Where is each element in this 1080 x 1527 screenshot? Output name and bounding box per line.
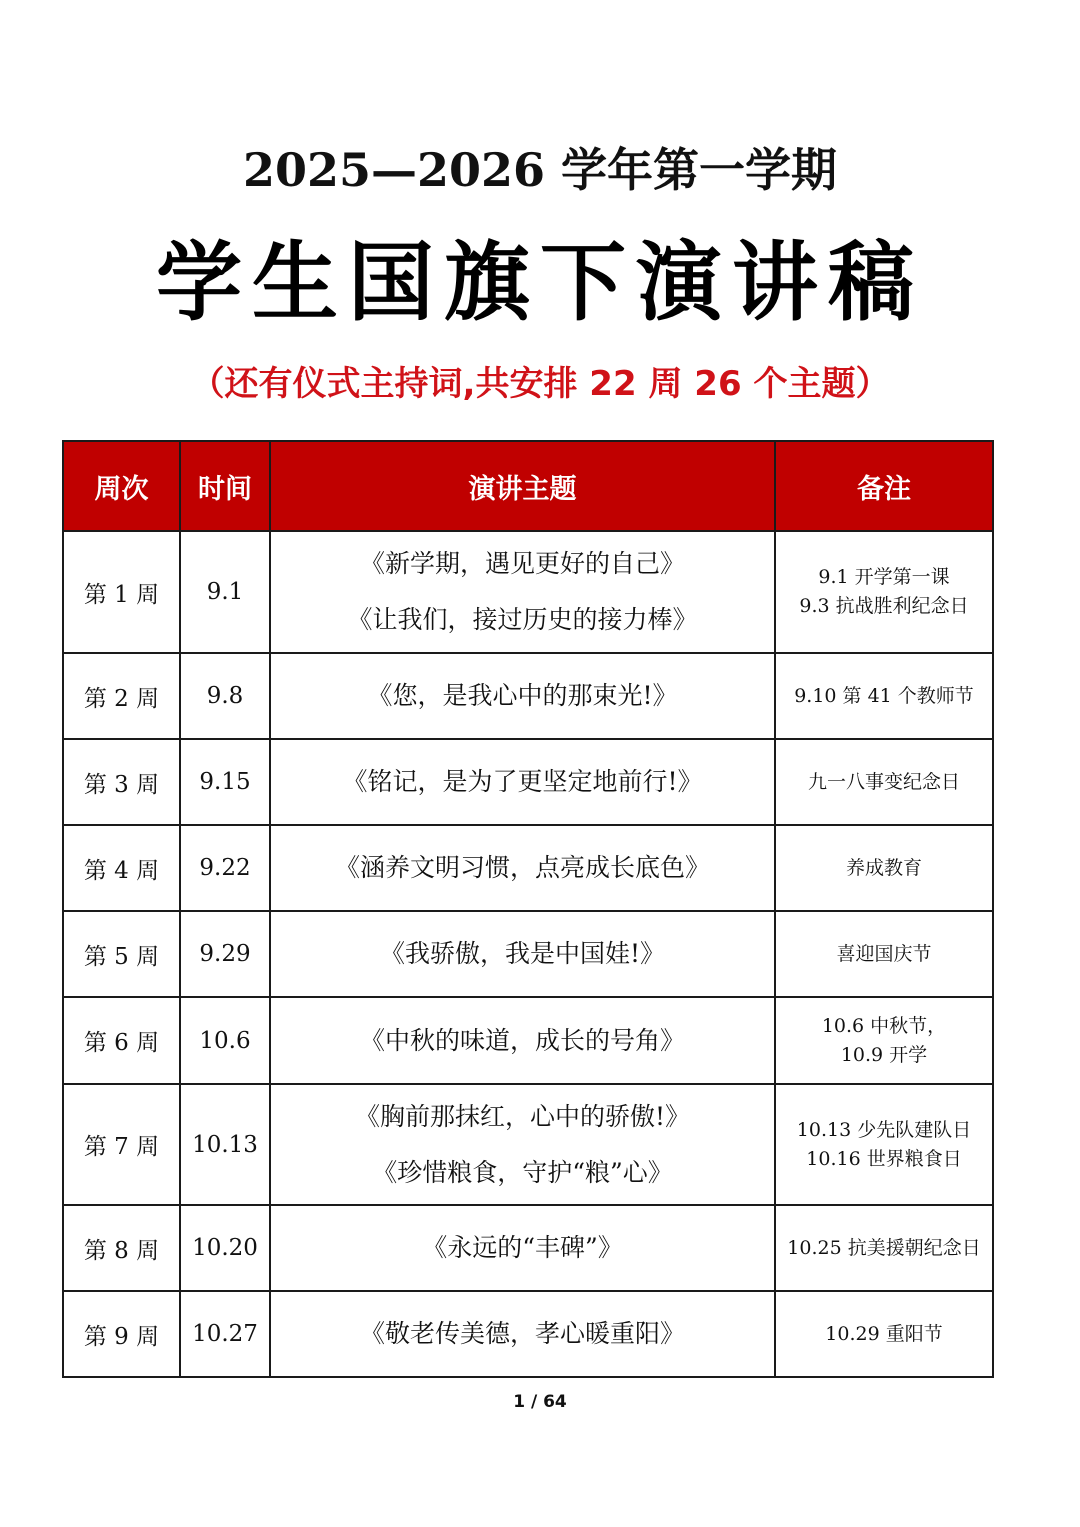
note-text: 10.13 少先队建队日 (796, 1118, 972, 1141)
speech-schedule-table (62, 440, 994, 1378)
date-cell: 9.22 (180, 825, 270, 911)
note-cell (775, 825, 993, 911)
date-cell: 9.8 (180, 653, 270, 739)
date-cell: 9.29 (180, 911, 270, 997)
note-text: 10.16 世界粮食日 (806, 1147, 962, 1170)
topic-cell (270, 653, 775, 739)
topic-text: 《永远的“丰碑”》 (422, 1233, 623, 1262)
topic-cell (270, 997, 775, 1084)
header-note: 备注 (775, 441, 993, 531)
date-cell: 9.15 (180, 739, 270, 825)
week-cell: 第 3 周 (63, 739, 180, 825)
date-cell: 10.20 (180, 1205, 270, 1291)
note-text: 10.6 中秋节， (821, 1014, 947, 1037)
note-cell (775, 653, 993, 739)
topic-text: 《新学期，遇见更好的自己》 (359, 549, 685, 578)
topic-text: 《胸前那抹红，心中的骄傲!》 (354, 1101, 691, 1131)
table-row (63, 739, 993, 825)
week-cell: 第 4 周 (63, 825, 180, 911)
table-row (63, 531, 993, 653)
note-text: 10.29 重阳节 (825, 1322, 943, 1345)
week-cell: 第 7 周 (63, 1084, 180, 1205)
table-header (63, 441, 993, 531)
table-row (63, 1084, 993, 1205)
topic-cell (270, 1291, 775, 1377)
topic-cell (270, 739, 775, 825)
table-row (63, 911, 993, 997)
page-number: 1 / 64 (513, 1392, 567, 1412)
note-cell (775, 531, 993, 653)
date-cell: 9.1 (180, 531, 270, 653)
topic-cell (270, 911, 775, 997)
topic-cell (270, 531, 775, 653)
note-text: 10.25 抗美援朝纪念日 (787, 1236, 981, 1259)
topic-cell (270, 825, 775, 911)
note-cell (775, 1205, 993, 1291)
topic-text: 《涵养文明习惯，点亮成长底色》 (334, 853, 710, 882)
date-cell: 10.27 (180, 1291, 270, 1377)
note-text: 喜迎国庆节 (836, 942, 932, 965)
topic-text: 《您，是我心中的那束光!》 (367, 681, 678, 710)
note-text: 九一八事变纪念日 (807, 770, 960, 793)
subtitle: （还有仪式主持词,共安排 22 周 26 个主题） (190, 364, 890, 404)
note-text: 9.3 抗战胜利纪念日 (799, 595, 969, 617)
week-cell: 第 8 周 (63, 1205, 180, 1291)
note-cell (775, 997, 993, 1084)
header-topic: 演讲主题 (270, 441, 775, 531)
topic-cell (270, 1205, 775, 1291)
week-cell: 第 6 周 (63, 997, 180, 1084)
date-cell: 10.13 (180, 1084, 270, 1205)
week-cell: 第 1 周 (63, 531, 180, 653)
note-text: 养成教育 (845, 856, 922, 879)
topic-text: 《中秋的味道，成长的号角》 (359, 1025, 685, 1055)
note-text: 9.1 开学第一课 (818, 566, 950, 588)
table-row (63, 653, 993, 739)
note-text: 9.10 第 41 个教师节 (794, 684, 974, 707)
note-cell (775, 739, 993, 825)
table-row (63, 997, 993, 1084)
note-cell (775, 1084, 993, 1205)
week-cell: 第 5 周 (63, 911, 180, 997)
note-text: 10.9 开学 (840, 1043, 928, 1066)
note-cell (775, 1291, 993, 1377)
topic-text: 《让我们，接过历史的接力棒》 (347, 605, 698, 634)
main-title: 学生国旗下演讲稿 (156, 232, 924, 333)
topic-text: 《敬老传美德，孝心暖重阳》 (359, 1319, 685, 1348)
note-cell (775, 911, 993, 997)
table-row (63, 825, 993, 911)
header-week: 周次 (63, 441, 180, 531)
table-row (63, 1291, 993, 1377)
semester-title: 2025—2026 学年第一学期 (242, 143, 838, 197)
table-row (63, 1205, 993, 1291)
topic-text: 《我骄傲，我是中国娃!》 (379, 939, 666, 968)
date-cell: 10.6 (180, 997, 270, 1084)
topic-text: 《珍惜粮食，守护“粮”心》 (372, 1157, 673, 1187)
topic-text: 《铭记，是为了更坚定地前行!》 (342, 767, 703, 796)
topic-cell (270, 1084, 775, 1205)
week-cell: 第 9 周 (63, 1291, 180, 1377)
header-date: 时间 (180, 441, 270, 531)
week-cell: 第 2 周 (63, 653, 180, 739)
